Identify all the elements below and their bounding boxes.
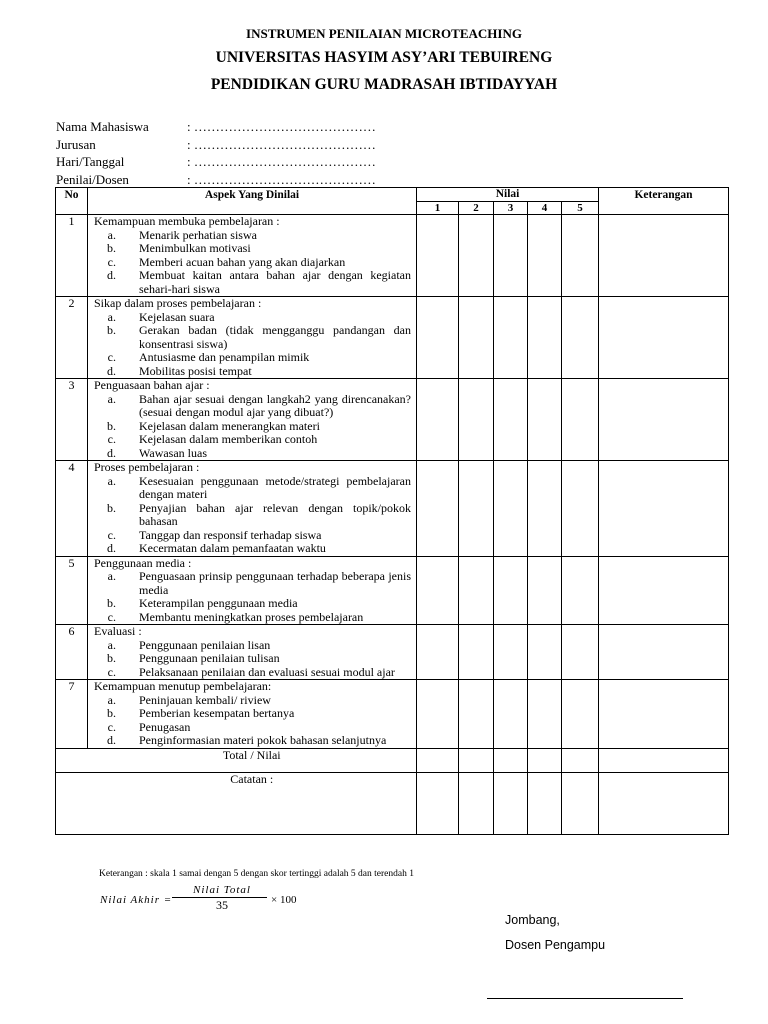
aspect-title: Kemampuan menutup pembelajaran: xyxy=(94,679,272,693)
score-cell-4 xyxy=(528,215,562,297)
aspect-item xyxy=(94,447,411,461)
catatan-cell xyxy=(599,772,729,834)
row-number: 5 xyxy=(56,556,88,625)
identity-fields xyxy=(56,118,376,188)
keterangan-cell xyxy=(599,461,729,557)
item-text: Kecermatan dalam pemanfaatan waktu xyxy=(139,541,326,555)
item-letter: a. xyxy=(107,569,116,583)
identity-label: Penilai/Dosen xyxy=(56,171,129,187)
total-spacer xyxy=(56,748,88,772)
aspect-item xyxy=(94,639,411,653)
item-text: Antusiasme dan penampilan mimik xyxy=(139,350,310,364)
aspect-row xyxy=(56,297,729,379)
item-letter: b. xyxy=(107,241,116,255)
score-cell-2 xyxy=(459,556,494,625)
item-text: Menarik perhatian siswa xyxy=(139,227,257,242)
aspect-items xyxy=(94,570,411,624)
aspect-cell xyxy=(88,461,417,557)
item-text: Gerakan badan (tidak mengganggu pandangan dan konsentrasi siswa) xyxy=(139,323,411,351)
score-cell-4 xyxy=(528,379,562,461)
item-text: Kejelasan suara xyxy=(139,309,215,324)
total-cell xyxy=(528,748,562,772)
aspect-item xyxy=(94,529,411,543)
score-cell-1 xyxy=(417,297,459,379)
item-letter: b. xyxy=(107,323,116,337)
score-cell-5 xyxy=(562,461,599,557)
formula-numerator: Nilai Total xyxy=(193,884,251,896)
item-letter: c. xyxy=(107,719,116,734)
item-text: Kesesuaian penggunaan metode/strategi pembelajaran dengan materi xyxy=(139,473,411,501)
item-letter: c. xyxy=(107,527,116,542)
score-cell-3 xyxy=(494,556,528,625)
item-letter: d. xyxy=(107,541,116,555)
item-text: Bahan ajar sesuai dengan langkah2 yang direncanakan? (sesuai dengan modul ajar yang dibuat?) xyxy=(139,391,411,419)
row-number: 1 xyxy=(56,215,88,297)
aspect-title: Penguasaan bahan ajar : xyxy=(94,378,210,392)
score-cell-2 xyxy=(459,680,494,749)
score-cell-5 xyxy=(562,379,599,461)
item-letter: b. xyxy=(107,500,116,515)
item-text: Tanggap dan responsif terhadap siswa xyxy=(139,527,322,542)
item-letter: c. xyxy=(107,432,116,446)
score-cell-2 xyxy=(459,215,494,297)
aspect-title: Kemampuan membuka pembelajaran : xyxy=(94,214,280,228)
aspect-cell xyxy=(88,297,417,379)
aspect-cell xyxy=(88,556,417,625)
item-text: Membantu meningkatkan proses pembelajaran xyxy=(139,609,364,624)
identity-row-jurusan xyxy=(56,136,376,154)
item-text: Kejelasan dalam memberikan contoh xyxy=(139,432,318,446)
formula-lhs: Nilai Akhir = xyxy=(100,894,173,906)
aspect-item xyxy=(94,311,411,325)
total-cell xyxy=(599,748,729,772)
item-text: Mobilitas posisi tempat xyxy=(139,363,252,378)
item-letter: a. xyxy=(107,391,116,406)
keterangan-cell xyxy=(599,297,729,379)
keterangan-cell xyxy=(599,215,729,297)
item-text: Penginformasian materi pokok bahasan selanjutnya xyxy=(139,733,387,747)
aspect-item xyxy=(94,707,411,721)
aspect-cell xyxy=(88,215,417,297)
aspect-item xyxy=(94,542,411,556)
item-letter: c. xyxy=(107,350,116,364)
item-letter: c. xyxy=(107,664,116,679)
total-cell xyxy=(417,748,459,772)
score-cell-2 xyxy=(459,461,494,557)
aspect-item xyxy=(94,269,411,296)
row-number: 3 xyxy=(56,379,88,461)
score-cell-2 xyxy=(459,625,494,680)
row-number: 6 xyxy=(56,625,88,680)
identity-value: : …………………………………… xyxy=(187,154,376,169)
identity-value: : …………………………………… xyxy=(187,136,376,152)
form-title: INSTRUMEN PENILAIAN MICROTEACHING xyxy=(246,26,522,41)
keterangan-cell xyxy=(599,379,729,461)
total-cell xyxy=(494,748,528,772)
identity-row-tanggal xyxy=(56,153,376,171)
score-cell-1 xyxy=(417,379,459,461)
item-letter: c. xyxy=(107,609,116,624)
item-text: Pemberian kesempatan bertanya xyxy=(139,706,295,720)
aspect-items xyxy=(94,229,411,297)
item-letter: c. xyxy=(107,254,116,269)
university-name: UNIVERSITAS HASYIM ASY’ARI TEBUIRENG xyxy=(215,49,553,66)
item-letter: b. xyxy=(107,651,116,665)
item-letter: b. xyxy=(107,706,116,720)
item-letter: a. xyxy=(107,309,116,324)
item-letter: d. xyxy=(107,268,116,282)
formula-denominator: 35 xyxy=(216,898,228,912)
item-text: Menimbulkan motivasi xyxy=(139,241,251,255)
item-text: Penggunaan penilaian lisan xyxy=(139,637,271,652)
item-text: Penguasaan prinsip penggunaan terhadap beberapa jenis media xyxy=(139,569,411,597)
header-nilai: Nilai xyxy=(417,188,599,202)
item-text: Penyajian bahan ajar relevan dengan topik/pokok bahasan xyxy=(139,500,411,528)
item-letter: a. xyxy=(107,473,116,488)
aspect-item xyxy=(94,666,411,680)
item-letter: a. xyxy=(107,692,116,707)
score-cell-1 xyxy=(417,680,459,749)
identity-label: Hari/Tanggal xyxy=(56,154,125,169)
signature-role: Dosen Pengampu xyxy=(505,938,606,952)
row-number: 4 xyxy=(56,461,88,557)
identity-label: Nama Mahasiswa xyxy=(56,119,149,134)
aspect-item xyxy=(94,611,411,625)
catatan-label: Catatan : xyxy=(88,772,417,834)
score-cell-3 xyxy=(494,461,528,557)
catatan-cell xyxy=(562,772,599,834)
score-cell-3 xyxy=(494,379,528,461)
score-cell-1 xyxy=(417,625,459,680)
score-cell-4 xyxy=(528,297,562,379)
aspect-item xyxy=(94,365,411,379)
score-cell-2 xyxy=(459,379,494,461)
aspect-items xyxy=(94,639,411,680)
score-cell-5 xyxy=(562,297,599,379)
item-text: Memberi acuan bahan yang akan diajarkan xyxy=(139,254,346,269)
aspect-item xyxy=(94,420,411,434)
scale-4: 4 xyxy=(528,202,562,215)
total-cell xyxy=(459,748,494,772)
score-cell-3 xyxy=(494,297,528,379)
keterangan-cell xyxy=(599,680,729,749)
item-text: Keterampilan penggunaan media xyxy=(139,596,298,610)
aspect-item xyxy=(94,433,411,447)
score-cell-4 xyxy=(528,680,562,749)
aspect-title: Sikap dalam proses pembelajaran : xyxy=(94,296,262,310)
header-keterangan: Keterangan xyxy=(599,188,729,215)
item-text: Penggunaan penilaian tulisan xyxy=(139,651,280,665)
identity-row-penilai xyxy=(56,171,376,189)
aspect-item xyxy=(94,475,411,502)
aspect-cell xyxy=(88,379,417,461)
aspect-item xyxy=(94,502,411,529)
header-aspek: Aspek Yang Dinilai xyxy=(88,188,417,215)
item-letter: a. xyxy=(107,637,116,652)
score-cell-3 xyxy=(494,625,528,680)
aspect-title: Penggunaan media : xyxy=(94,555,192,570)
identity-row-nama xyxy=(56,118,376,136)
score-cell-5 xyxy=(562,215,599,297)
aspect-row xyxy=(56,379,729,461)
aspect-row xyxy=(56,556,729,625)
row-number: 7 xyxy=(56,680,88,749)
item-text: Kejelasan dalam menerangkan materi xyxy=(139,418,320,433)
catatan-cell xyxy=(528,772,562,834)
identity-label: Jurusan xyxy=(56,136,96,152)
score-cell-4 xyxy=(528,461,562,557)
identity-value: : …………………………………… xyxy=(187,119,376,134)
aspect-item xyxy=(94,694,411,708)
aspect-item xyxy=(94,721,411,735)
catatan-spacer xyxy=(56,772,88,834)
total-label: Total / Nilai xyxy=(88,748,417,772)
score-cell-3 xyxy=(494,215,528,297)
scale-note: Keterangan : skala 1 samai dengan 5 dengan skor tertinggi adalah 5 dan terendah 1 xyxy=(99,869,414,879)
assessment-table xyxy=(55,187,729,835)
score-cell-5 xyxy=(562,680,599,749)
formula-multiplier: × 100 xyxy=(271,894,297,906)
score-cell-1 xyxy=(417,215,459,297)
catatan-cell xyxy=(459,772,494,834)
aspect-item xyxy=(94,652,411,666)
formula-fraction xyxy=(177,884,267,911)
aspect-items xyxy=(94,311,411,379)
keterangan-cell xyxy=(599,556,729,625)
aspect-item xyxy=(94,242,411,256)
catatan-cell xyxy=(417,772,459,834)
aspect-row xyxy=(56,625,729,680)
score-cell-1 xyxy=(417,461,459,557)
signature-place: Jombang, xyxy=(505,913,560,927)
program-name: PENDIDIKAN GURU MADRASAH IBTIDAYYAH xyxy=(210,76,558,93)
aspect-item xyxy=(94,229,411,243)
score-cell-2 xyxy=(459,297,494,379)
aspect-item xyxy=(94,351,411,365)
score-cell-4 xyxy=(528,625,562,680)
item-letter: a. xyxy=(107,227,116,242)
catatan-cell xyxy=(494,772,528,834)
aspect-item xyxy=(94,734,411,748)
aspect-cell xyxy=(88,680,417,749)
aspect-row xyxy=(56,461,729,557)
item-letter: b. xyxy=(107,418,116,433)
aspect-title: Proses pembelajaran : xyxy=(94,460,200,474)
aspect-row xyxy=(56,215,729,297)
item-letter: d. xyxy=(107,445,116,460)
scale-5: 5 xyxy=(562,202,599,215)
item-text: Penugasan xyxy=(139,719,191,734)
aspect-item xyxy=(94,393,411,420)
item-text: Pelaksanaan penilaian dan evaluasi sesuai modul ajar xyxy=(139,664,395,679)
scale-2: 2 xyxy=(459,202,494,215)
aspect-item xyxy=(94,256,411,270)
item-letter: d. xyxy=(107,733,116,747)
aspect-items xyxy=(94,475,411,556)
aspect-title: Evaluasi : xyxy=(94,624,142,638)
aspect-item xyxy=(94,570,411,597)
aspect-cell xyxy=(88,625,417,680)
item-text: Wawasan luas xyxy=(139,445,208,460)
score-cell-4 xyxy=(528,556,562,625)
item-letter: b. xyxy=(107,596,116,610)
score-cell-5 xyxy=(562,556,599,625)
aspect-item xyxy=(94,597,411,611)
score-cell-3 xyxy=(494,680,528,749)
aspect-items xyxy=(94,694,411,748)
total-cell xyxy=(562,748,599,772)
header-no: No xyxy=(56,188,88,215)
signature-line xyxy=(487,998,683,999)
scale-1: 1 xyxy=(417,202,459,215)
score-cell-1 xyxy=(417,556,459,625)
item-text: Membuat kaitan antara bahan ajar dengan kegiatan sehari-hari siswa xyxy=(139,268,411,296)
keterangan-cell xyxy=(599,625,729,680)
aspect-item xyxy=(94,324,411,351)
row-number: 2 xyxy=(56,297,88,379)
item-text: Peninjauan kembali/ riview xyxy=(139,692,271,707)
aspect-items xyxy=(94,393,411,461)
item-letter: d. xyxy=(107,363,116,378)
identity-value: : …………………………………… xyxy=(187,171,376,187)
aspect-row xyxy=(56,680,729,749)
scale-3: 3 xyxy=(494,202,528,215)
score-cell-5 xyxy=(562,625,599,680)
